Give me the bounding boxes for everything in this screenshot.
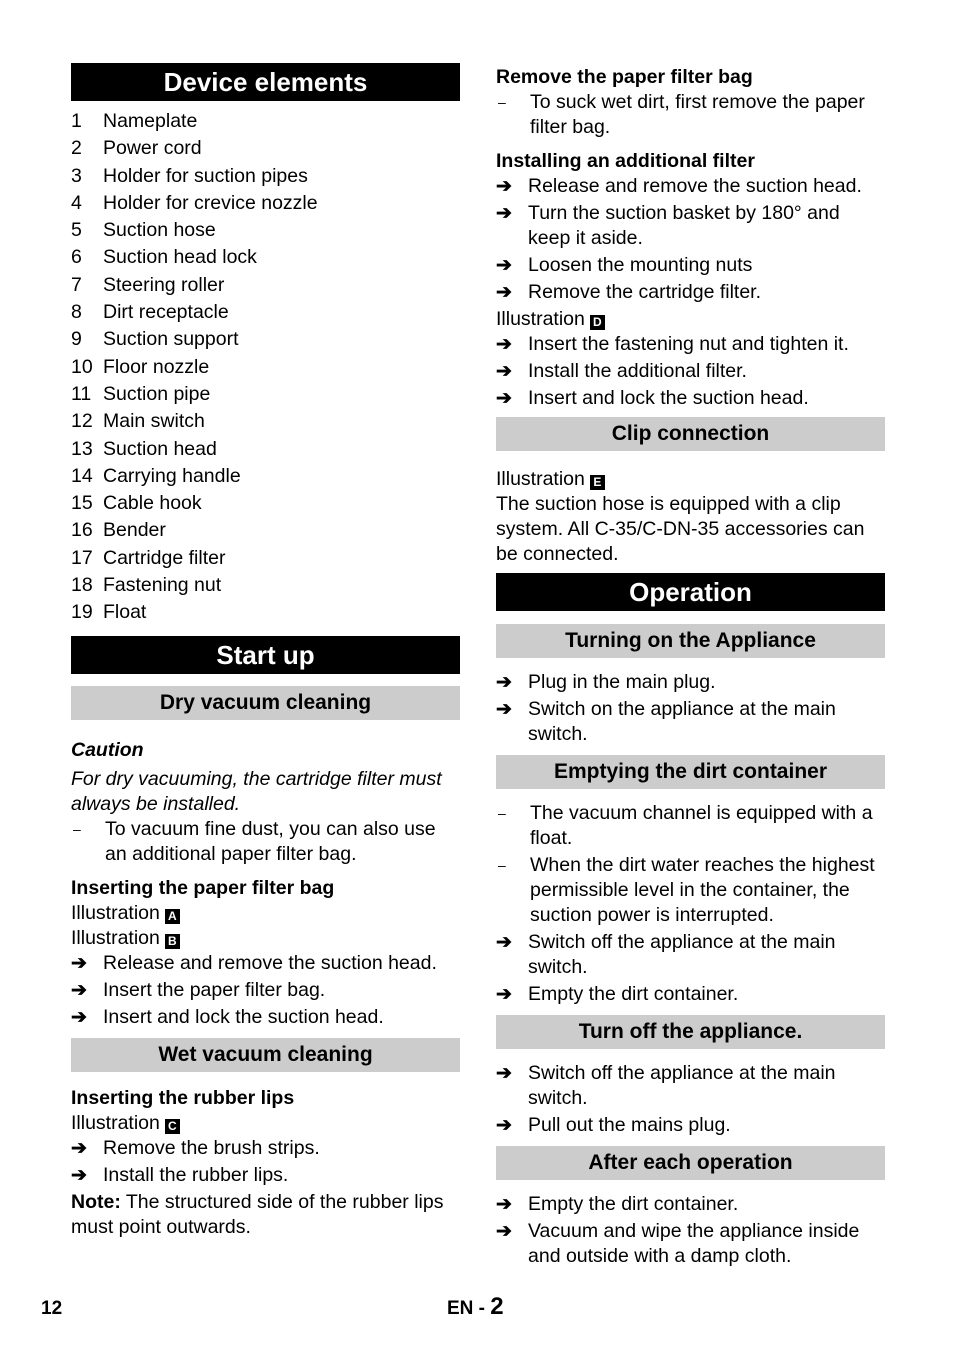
device-elements-list [71,108,460,627]
item-label: Suction head lock [103,246,257,269]
illustration-label: Illustration [496,468,585,490]
illustration-badge: E [590,475,605,490]
list-item [71,436,460,463]
list-item [71,326,460,353]
item-number: 2 [71,137,82,160]
list-item-text: Vacuum and wipe the appliance inside and outside with a damp cloth. [528,1220,860,1267]
illustration-ref [496,307,885,332]
item-number: 6 [71,246,82,269]
filter-steps-list [496,332,885,411]
list-item-text: The vacuum channel is equipped with a float. [530,802,873,849]
step-item [496,174,885,199]
list-item [71,354,460,381]
list-item-text: Insert the paper filter bag. [103,978,326,1001]
caution-label: Caution [71,738,144,761]
item-label: Dirt receptacle [103,301,229,324]
list-item-text: Switch off the appliance at the main switch. [528,931,836,978]
list-item-text: Insert and lock the suction head. [528,387,809,409]
list-item-text: Switch off the appliance at the main switch. [528,1062,836,1109]
step-item [496,332,885,357]
list-item-text: Empty the dirt container. [528,1193,739,1215]
arrow-right-icon: ➔ [71,979,87,1001]
wet-steps-list [71,1136,460,1188]
list-item [71,190,460,217]
arrow-right-icon: ➔ [496,176,512,197]
step-item [496,359,885,384]
step-item [496,930,885,980]
arrow-right-icon: ➔ [496,203,512,224]
list-item [71,599,460,626]
list-item [71,272,460,299]
illustration-label: Illustration [496,308,585,330]
arrow-right-icon: ➔ [496,388,512,409]
item-label: Holder for crevice nozzle [103,191,318,214]
step-item [496,982,885,1007]
list-item-text: Remove the cartridge filter. [528,281,762,303]
item-label: Suction hose [103,219,216,242]
list-item-text: Loosen the mounting nuts [528,254,753,276]
list-item-text: To suck wet dirt, first remove the paper filter bag. [530,91,865,138]
operation-heading: Operation [496,573,885,611]
item-number: 9 [71,328,82,351]
illustration-ref [71,901,460,926]
list-item-text: Release and remove the suction head. [103,951,437,974]
item-number: 10 [71,355,93,378]
item-number: 13 [71,437,93,460]
item-label: Holder for suction pipes [103,164,308,187]
turning-on-steps-list [496,670,885,747]
illustration-ref [71,926,460,951]
list-item-text: Install the rubber lips. [103,1163,289,1186]
arrow-right-icon: ➔ [496,1063,512,1084]
list-item [71,299,460,326]
list-item [71,572,460,599]
illustration-badge: A [165,909,180,924]
item-label: Suction head [103,437,217,460]
right-column [496,63,885,1271]
step-item [496,1113,885,1138]
item-label: Fastening nut [103,574,222,597]
emptying-list [496,801,885,1007]
device-elements-heading: Device elements [71,63,460,101]
illustration-badge: D [590,315,605,330]
turn-off-heading: Turn off the appliance. [496,1015,885,1049]
item-number: 4 [71,191,82,214]
item-number: 19 [71,601,93,624]
dry-steps-list [71,951,460,1030]
emptying-heading: Emptying the dirt container [496,755,885,789]
illustration-ref [71,1111,460,1136]
item-label: Cartridge filter [103,546,226,569]
note-label: Note: [71,1190,121,1213]
illustration-ref [496,467,885,492]
item-label: Suction pipe [103,382,211,405]
list-item [71,408,460,435]
dash-marker: – [73,820,81,837]
item-label: Floor nozzle [103,355,210,378]
item-label: Main switch [103,410,205,433]
step-item [496,253,885,278]
language-code: EN [447,1298,474,1319]
after-operation-steps-list [496,1192,885,1269]
remove-bag-heading: Remove the paper filter bag [496,66,753,88]
arrow-right-icon: ➔ [496,984,512,1005]
section-page: 2 [490,1293,504,1320]
note-text: The structured side of the rubber lips must point outwards. [71,1190,444,1238]
page-locator [447,1294,504,1321]
page-number: 12 [41,1298,63,1319]
step-item [71,1136,460,1161]
arrow-right-icon: ➔ [71,952,87,974]
item-number: 14 [71,464,93,487]
step-item [496,201,885,251]
list-item [71,381,460,408]
arrow-right-icon: ➔ [71,1164,87,1186]
step-item [71,1005,460,1030]
step-item [496,1061,885,1111]
arrow-right-icon: ➔ [496,1115,512,1136]
item-number: 15 [71,492,93,515]
item-label: Steering roller [103,273,225,296]
step-item [496,697,885,747]
list-item-text: When the dirt water reaches the highest permissible level in the container, the suction power is interrupted. [530,854,875,926]
list-item-text: Switch on the appliance at the main switch. [528,698,836,745]
list-item [71,108,460,135]
illustration-label: Illustration [71,901,160,924]
arrow-right-icon: ➔ [71,1137,87,1159]
item-number: 3 [71,164,82,187]
wet-vacuum-heading: Wet vacuum cleaning [71,1038,460,1072]
arrow-right-icon: ➔ [496,255,512,276]
arrow-right-icon: ➔ [496,334,512,355]
list-item [71,135,460,162]
item-label: Power cord [103,137,202,160]
note [71,1190,460,1240]
clip-text: The suction hose is equipped with a clip system. All C-35/C-DN-35 accessories can be connected. [496,493,865,565]
item-number: 16 [71,519,93,542]
left-column [71,63,460,1240]
filter-steps-list [496,174,885,305]
step-item [71,951,460,976]
separator: - [473,1298,491,1319]
list-item-text: Pull out the mains plug. [528,1114,731,1136]
rubber-lips-heading: Inserting the rubber lips [71,1086,295,1109]
illustration-badge: C [165,1119,180,1134]
step-item [496,670,885,695]
additional-filter-heading: Installing an additional filter [496,150,755,172]
step-item [71,1163,460,1188]
dash-marker: – [498,94,506,110]
item-label: Cable hook [103,492,202,515]
list-item-text: Insert the fastening nut and tighten it. [528,333,849,355]
paper-bag-heading: Inserting the paper filter bag [71,876,335,899]
item-label: Nameplate [103,110,198,132]
dry-vacuum-heading: Dry vacuum cleaning [71,686,460,720]
arrow-right-icon: ➔ [496,672,512,693]
list-item [71,517,460,544]
step-item [496,1192,885,1217]
item-label: Float [103,601,147,624]
step-item [496,386,885,411]
step-item [496,280,885,305]
list-item-text: Empty the dirt container. [528,983,739,1005]
dash-marker: – [498,857,506,873]
list-item [71,244,460,271]
item-number: 8 [71,301,82,324]
item-number: 18 [71,574,93,597]
list-item [71,163,460,190]
arrow-right-icon: ➔ [496,699,512,720]
arrow-right-icon: ➔ [71,1006,87,1028]
list-item-text: Remove the brush strips. [103,1136,320,1159]
step-item [71,978,460,1003]
illustration-label: Illustration [71,1111,160,1134]
list-item-text: To vacuum fine dust, you can also use an additional paper filter bag. [105,817,436,865]
item-number: 1 [71,110,82,132]
list-item [71,817,460,867]
list-item [71,463,460,490]
dash-marker: – [498,805,506,821]
list-item-text: Turn the suction basket by 180° and keep it aside. [528,202,840,249]
arrow-right-icon: ➔ [496,361,512,382]
item-number: 5 [71,219,82,242]
arrow-right-icon: ➔ [496,1194,512,1215]
item-number: 12 [71,410,93,433]
item-label: Suction support [103,328,239,351]
list-item [496,853,885,928]
arrow-right-icon: ➔ [496,1221,512,1242]
list-item-text: Insert and lock the suction head. [103,1005,384,1028]
step-item [496,1219,885,1269]
illustration-badge: B [165,934,180,949]
arrow-right-icon: ➔ [496,932,512,953]
start-up-heading: Start up [71,636,460,674]
turning-on-heading: Turning on the Appliance [496,624,885,658]
list-item-text: Plug in the main plug. [528,671,716,693]
list-item [71,490,460,517]
item-label: Carrying handle [103,464,241,487]
list-item [496,801,885,851]
item-number: 11 [71,382,92,405]
after-operation-heading: After each operation [496,1146,885,1180]
illustration-label: Illustration [71,926,160,949]
list-item-text: Install the additional filter. [528,360,747,382]
caution-text: For dry vacuuming, the cartridge filter must always be installed. [71,767,442,815]
arrow-right-icon: ➔ [496,282,512,303]
clip-connection-heading: Clip connection [496,417,885,451]
item-label: Bender [103,519,166,542]
list-item [71,545,460,572]
list-item [71,217,460,244]
turn-off-steps-list [496,1061,885,1138]
item-number: 7 [71,273,82,296]
list-item-text: Release and remove the suction head. [528,175,862,197]
list-item [496,90,885,140]
item-number: 17 [71,546,93,569]
